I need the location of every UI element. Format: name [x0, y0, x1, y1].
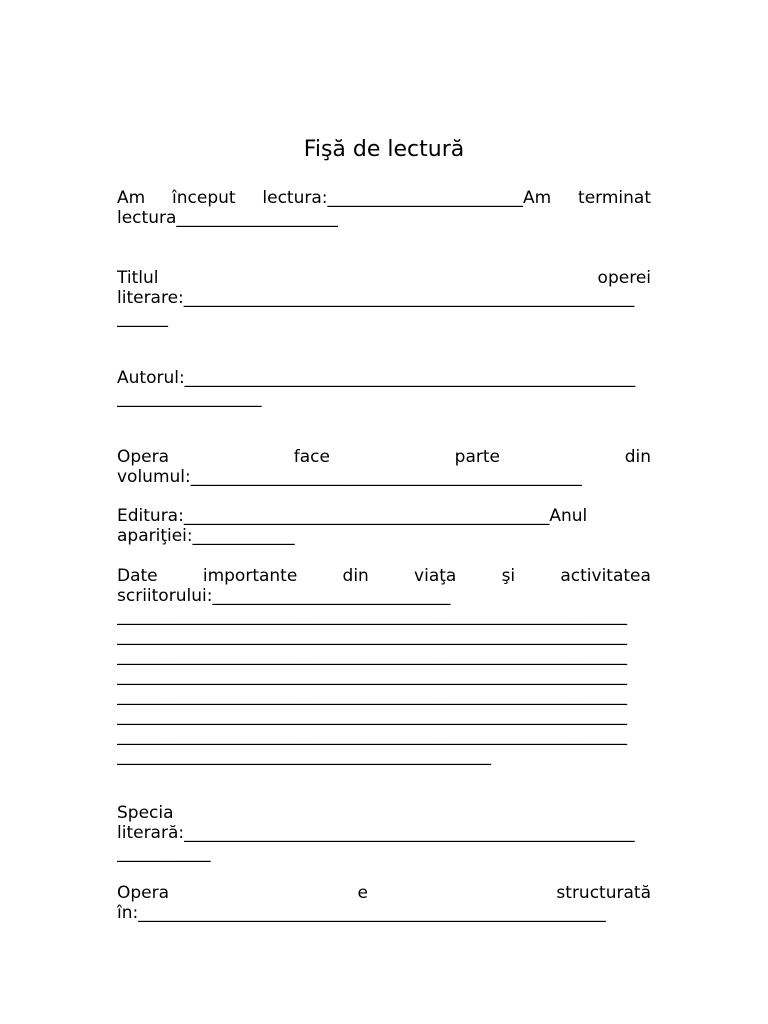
- word: activitatea: [560, 566, 651, 586]
- line-work-title-continuation: ______: [117, 308, 168, 328]
- line-publication-year-field: apariţiei:____________: [117, 526, 295, 546]
- word: Am: [117, 188, 146, 208]
- word: Titlul: [117, 268, 159, 288]
- word: importante: [202, 566, 298, 586]
- word: şi: [501, 566, 516, 586]
- line-start-reading: [117, 188, 651, 208]
- line-biography-field: scriitorului:____________________________: [117, 586, 451, 606]
- line-literary-species-label: Specia: [117, 803, 174, 823]
- document-title: Fişă de lectură: [303, 137, 465, 162]
- blank-line: ____________________________________________________________: [117, 646, 627, 666]
- blank-line: ____________________________________________________________: [117, 726, 627, 746]
- line-publisher-field: Editura:___________________________________________Anul: [117, 506, 588, 526]
- line-author-field: Autorul:_____________________________________________________: [117, 368, 636, 388]
- word: Opera: [117, 447, 170, 467]
- line-literary-species-continuation: ___________: [117, 843, 211, 863]
- line-volume-field: volumul:______________________________________________: [117, 467, 582, 487]
- line-literary-species-field: literară:_____________________________________________________: [117, 823, 635, 843]
- blank-line: ____________________________________________________________: [117, 666, 627, 686]
- word: terminat: [578, 188, 651, 208]
- blank-line: ____________________________________________________________: [117, 686, 627, 706]
- word: Opera: [117, 883, 170, 903]
- line-work-title-field: literare:_____________________________________________________: [117, 288, 635, 308]
- blank-line: ____________________________________________________________: [117, 606, 627, 626]
- word: face: [293, 447, 330, 467]
- line-work-title-label: [117, 268, 651, 288]
- line-biography-label: [117, 566, 651, 586]
- line-author-continuation: _________________: [117, 388, 262, 408]
- word: parte: [454, 447, 500, 467]
- blank-line: ____________________________________________________________: [117, 706, 627, 726]
- blank-line: ____________________________________________: [117, 746, 491, 766]
- word: e: [357, 883, 368, 903]
- word: din: [624, 447, 651, 467]
- word: viaţa: [414, 566, 457, 586]
- word: operei: [597, 268, 651, 288]
- line-structure-field: în:_______________________________________________________: [117, 903, 606, 923]
- line-end-reading: lectura___________________: [117, 208, 338, 228]
- word: lectura:_______________________Am: [262, 188, 552, 208]
- blank-line: ____________________________________________________________: [117, 626, 627, 646]
- line-structure-label: [117, 883, 651, 903]
- word: structurată: [556, 883, 651, 903]
- word: început: [172, 188, 236, 208]
- word: din: [342, 566, 369, 586]
- line-volume-label: [117, 447, 651, 467]
- word: Date: [117, 566, 158, 586]
